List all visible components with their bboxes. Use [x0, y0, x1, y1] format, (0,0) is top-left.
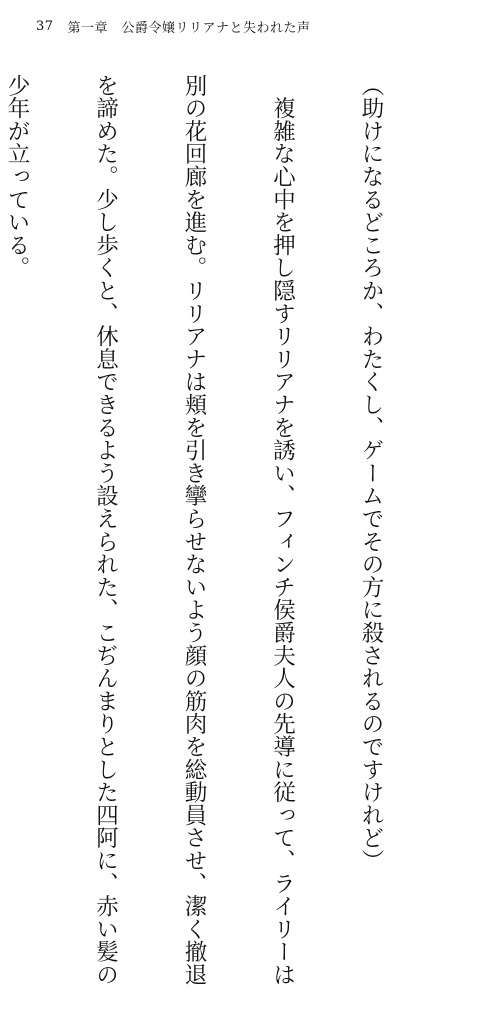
text-line: 別の花回廊を進む。リリアナは頬を引き攣らせないよう顔の筋肉を総動員させ、潔く撤退: [181, 74, 207, 986]
text-line: 少年が立っている。: [4, 74, 30, 280]
text-line: を諦めた。少し歩くと、休息できるよう設えられた、こぢんまりとした四阿に、赤い髪の: [92, 74, 119, 986]
vertical-text-body: [4, 74, 444, 986]
running-header: [36, 14, 311, 38]
chapter-title: 第一章 公爵令嬢リリアナと失われた声: [67, 20, 311, 36]
text-line: （助けになるどころか、わたくし、ゲームでその方に殺されるのですけれど）: [358, 74, 384, 872]
text-line: 複雑な心中を押し隠すリリアナを誘い、フィンチ侯爵夫人の先導に従って、ライリーは: [269, 74, 296, 986]
page-number: 37: [36, 18, 54, 34]
